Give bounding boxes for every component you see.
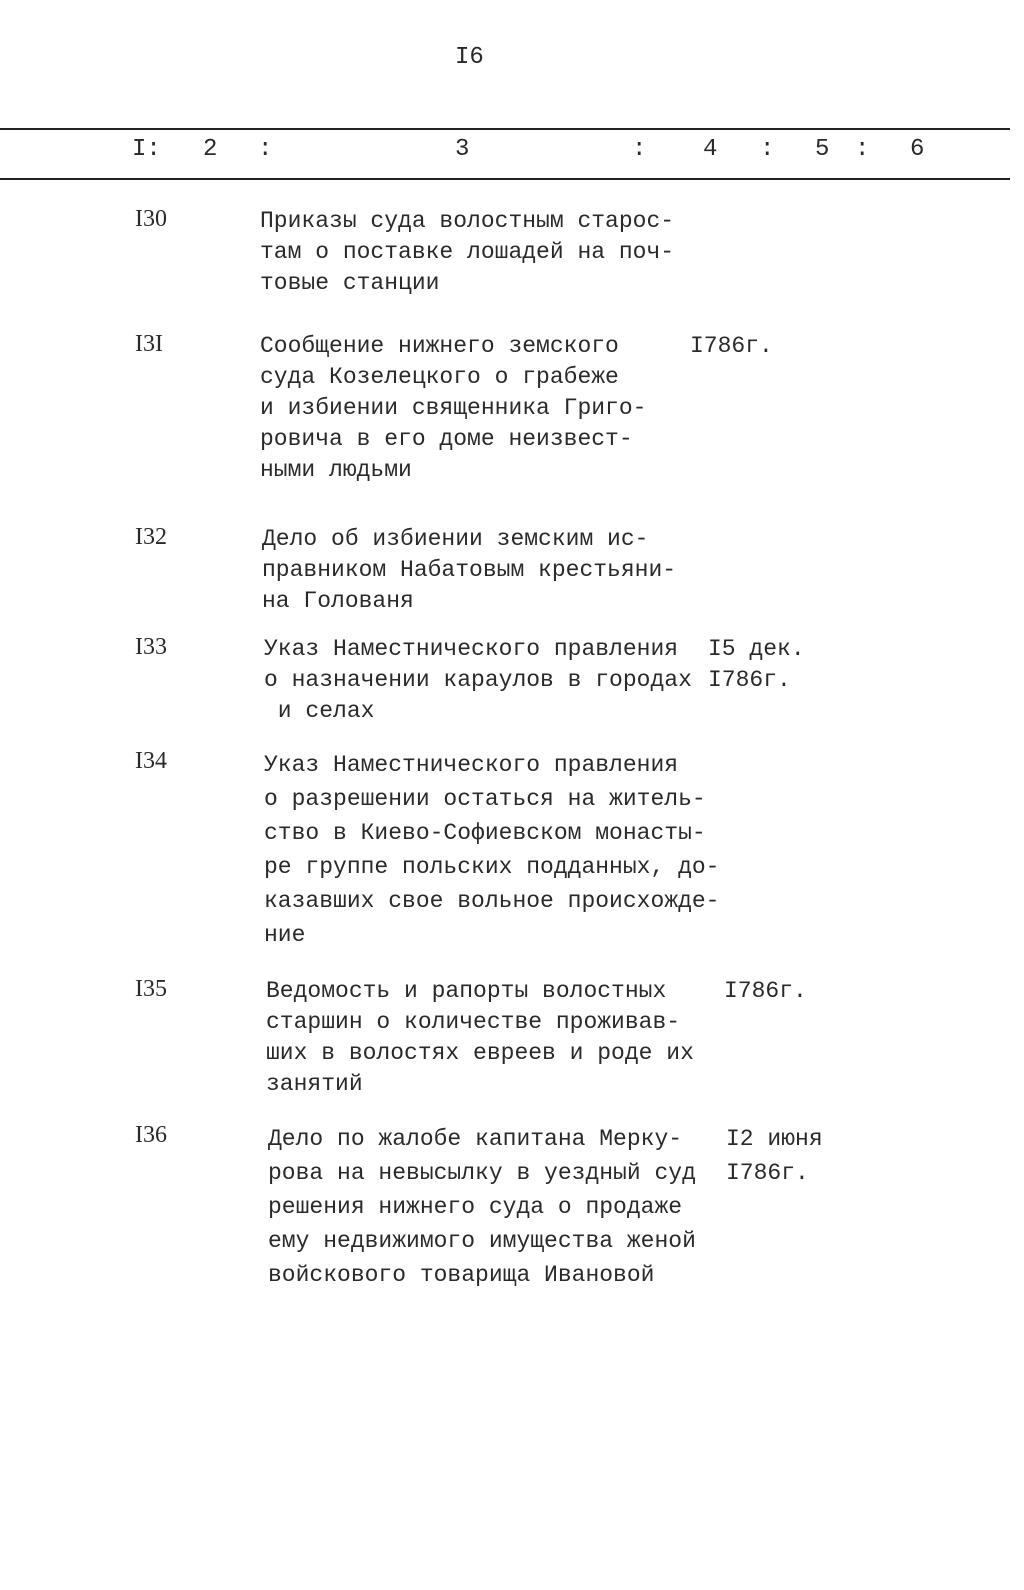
entry-number: I34: [135, 748, 167, 774]
header-col-1: I:: [132, 136, 161, 163]
description-line: ровича в его доме неизвест-: [260, 426, 633, 452]
entry-number: I3I: [135, 331, 163, 357]
header-col-4: 4: [703, 136, 718, 163]
date-line: I5 дек.: [708, 636, 805, 662]
header-col-5: 5: [815, 136, 830, 163]
header-separator: :: [632, 136, 647, 163]
entry-description: [264, 634, 692, 727]
description-line: рова на невысылку в уездный суд: [268, 1160, 696, 1186]
header-separator: :: [258, 136, 273, 163]
table-header-bottom-rule: [0, 178, 1010, 180]
entry-description: [260, 331, 646, 486]
description-line: Дело по жалобе капитана Мерку-: [268, 1126, 683, 1152]
entry-description: [264, 748, 719, 952]
date-line: I786г.: [724, 978, 807, 1004]
entry-date: [708, 634, 805, 696]
entry-date: [724, 976, 807, 1007]
header-separator: :: [760, 136, 775, 163]
date-line: I786г.: [708, 667, 791, 693]
description-line: там о поставке лошадей на поч-: [260, 239, 675, 265]
description-line: ре группе польских подданных, до-: [264, 854, 720, 880]
entry-description: [268, 1122, 696, 1292]
entry-number: I35: [135, 976, 167, 1002]
header-col-3: 3: [455, 136, 470, 163]
entry-number: I36: [135, 1122, 167, 1148]
entry-number: I30: [135, 206, 167, 232]
description-line: ство в Киево-Софиевском монасты-: [264, 820, 706, 846]
description-line: и избиении священника Григо-: [260, 395, 647, 421]
description-line: Указ Наместнического правления: [264, 636, 679, 662]
entry-description: [260, 206, 674, 299]
description-line: старшин о количестве проживав-: [266, 1009, 681, 1035]
header-separator: :: [855, 136, 870, 163]
entry-date: [690, 331, 773, 362]
description-line: войскового товарища Ивановой: [268, 1262, 655, 1288]
table-header-top-rule: [0, 128, 1010, 130]
description-line: Приказы суда волостным старос-: [260, 208, 675, 234]
entry-description: [266, 976, 694, 1100]
description-line: о разрешении остаться на житель-: [264, 786, 706, 812]
description-line: товые станции: [260, 270, 440, 296]
description-line: Сообщение нижнего земского: [260, 333, 619, 359]
entry-number: I33: [135, 634, 167, 660]
description-line: суда Козелецкого о грабеже: [260, 364, 619, 390]
description-line: и селах: [264, 698, 375, 724]
date-line: I786г.: [690, 333, 773, 359]
entry-date: [726, 1122, 823, 1190]
description-line: Дело об избиении земским ис-: [262, 526, 649, 552]
description-line: казавших свое вольное происхожде-: [264, 888, 720, 914]
page-number: I6: [455, 44, 484, 71]
header-col-2: 2: [203, 136, 218, 163]
description-line: занятий: [266, 1071, 363, 1097]
date-line: I2 июня: [726, 1126, 823, 1152]
entry-description: [262, 524, 676, 617]
date-line: I786г.: [726, 1160, 809, 1186]
description-line: решения нижнего суда о продаже: [268, 1194, 683, 1220]
description-line: ему недвижимого имущества женой: [268, 1228, 696, 1254]
description-line: правником Набатовым крестьяни-: [262, 557, 677, 583]
header-col-6: 6: [910, 136, 925, 163]
description-line: на Голованя: [262, 588, 414, 614]
description-line: ние: [264, 922, 306, 948]
description-line: Указ Наместнического правления: [264, 752, 679, 778]
description-line: ными людьми: [260, 457, 412, 483]
entry-number: I32: [135, 524, 167, 550]
description-line: ших в волостях евреев и роде их: [266, 1040, 694, 1066]
description-line: Ведомость и рапорты волостных: [266, 978, 667, 1004]
description-line: о назначении караулов в городах: [264, 667, 692, 693]
